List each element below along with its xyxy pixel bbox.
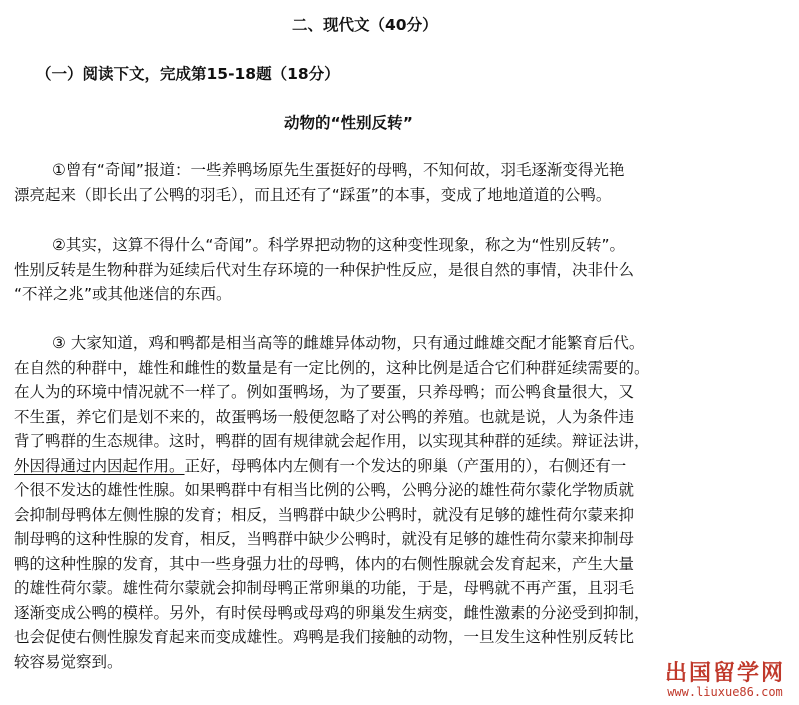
paragraph-line: ②其实，这算不得什么“奇闻”。科学界把动物的这种变性现象，称之为“性别反转”。 [52, 236, 626, 254]
paragraph-line [14, 454, 782, 479]
paragraph-3 [14, 331, 782, 674]
paragraph-line: 个很不发达的雄性性腺。如果鸭群中有相当比例的公鸭，公鸭分泌的雄性荷尔蒙化学物质就 [14, 481, 635, 499]
watermark-name: 出国留学网 [664, 661, 785, 686]
watermark-logo [665, 656, 785, 699]
paragraph-line: 逐渐变成公鸭的模样。另外，有时侯母鸭或母鸡的卵巢发生病变，雌性激素的分泌受到抑制， [14, 603, 650, 622]
paragraph-line: 背了鸭群的生态规律。这时，鸭群的固有规律就会起作用，以实现其种群的延续。辩证法讲， [14, 432, 650, 450]
paragraph-line: 在人为的环境中情况就不一样了。例如蛋鸭场，为了要蛋，只养母鸭；而公鸭食量很大，又 [14, 383, 635, 401]
paragraph-2 [14, 233, 782, 307]
paragraph-line: 漂亮起来（即长出了公鸭的羽毛），而且还有了“踩蛋”的本事，变成了地地道道的公鸭。 [14, 185, 612, 204]
paragraph-line: 较容易觉察到。 [14, 652, 123, 671]
watermark-url: www.liuxue86.com [667, 685, 783, 699]
paragraph-line: 也会促使右侧性腺发育起来而变成雄性。鸡鸭是我们接触的动物，一旦发生这种性别反转比 [14, 628, 635, 646]
paragraph-line: ①曾有“奇闻”报道：一些养鸭场原先生蛋挺好的母鸭，不知何故，羽毛逐渐变得光艳 [52, 161, 625, 179]
underlined-phrase: 外因得通过内因起作用。 [14, 456, 185, 475]
article-title: 动物的“性别反转” [284, 114, 413, 132]
line-continuation: 正好，母鸭体内左侧有一个发达的卵巢（产蛋用的），右侧还有一 [184, 456, 627, 475]
subsection-title: （一）阅读下文，完成第15-18题（18分） [36, 65, 340, 83]
section-title: 二、现代文（40分） [292, 16, 438, 34]
paragraph-line: “不祥之兆”或其他迷信的东西。 [14, 285, 232, 303]
paragraph-line: 在自然的种群中，雄性和雌性的数量是有一定比例的，这种比例是适合它们种群延续需要的。 [14, 358, 650, 377]
paragraph-line: 性别反转是生物种群为延续后代对生存环境的一种保护性反应，是很自然的事情，决非什么 [14, 260, 635, 279]
paragraph-line: 制母鸭的这种性腺的发育，相反，当鸭群中缺少公鸭时，就没有足够的雄性荷尔蒙来抑制母 [14, 530, 635, 548]
paragraph-line: 鸭的这种性腺的发育，其中一些身强力壮的母鸭，体内的右侧性腺就会发育起来，产生大量 [14, 554, 635, 573]
paragraph-1 [14, 158, 782, 207]
paragraph-line: 的雄性荷尔蒙。雄性荷尔蒙就会抑制母鸭正常卵巢的功能，于是，母鸭就不再产蛋，且羽毛 [14, 579, 635, 597]
paragraph-line: ③ 大家知道，鸡和鸭都是相当高等的雌雄异体动物，只有通过雌雄交配才能繁育后代。 [52, 334, 645, 352]
paragraph-line: 会抑制母鸭体左侧性腺的发育；相反，当鸭群中缺少公鸭时，就没有足够的雄性荷尔蒙来抑 [14, 505, 635, 524]
paragraph-line: 不生蛋，养它们是划不来的，故蛋鸭场一般便忽略了对公鸭的养殖。也就是说，人为条件违 [14, 407, 635, 426]
